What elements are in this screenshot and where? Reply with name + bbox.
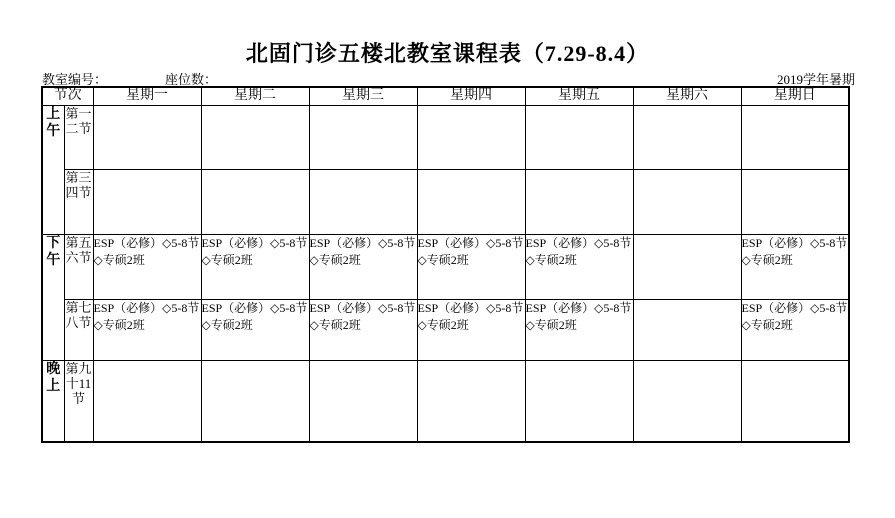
term-label: 2019学年暑期 xyxy=(776,72,855,87)
period-label: 第七八节 xyxy=(64,300,93,361)
table-row xyxy=(42,170,849,235)
schedule-cell xyxy=(93,106,201,170)
session-group-evening: 晚上 xyxy=(42,361,64,443)
schedule-cell xyxy=(309,106,417,170)
course-cell: ESP（必修）◇5-8节◇专硕2班 xyxy=(525,235,633,300)
schedule-table xyxy=(41,86,850,443)
day-header-sunday: 星期日 xyxy=(741,87,849,106)
schedule-cell xyxy=(201,106,309,170)
course-cell: ESP（必修）◇5-8节◇专硕2班 xyxy=(309,235,417,300)
period-label: 第五六节 xyxy=(64,235,93,300)
course-cell: ESP（必修）◇5-8节◇专硕2班 xyxy=(417,235,525,300)
course-cell: ESP（必修）◇5-8节◇专硕2班 xyxy=(525,300,633,361)
schedule-cell xyxy=(93,361,201,443)
day-header-wednesday: 星期三 xyxy=(309,87,417,106)
schedule-cell xyxy=(525,170,633,235)
schedule-cell xyxy=(417,106,525,170)
course-cell: ESP（必修）◇5-8节◇专硕2班 xyxy=(417,300,525,361)
day-header-saturday: 星期六 xyxy=(633,87,741,106)
room-number-label: 教室编号： xyxy=(42,72,108,87)
day-header-tuesday: 星期二 xyxy=(201,87,309,106)
session-group-afternoon: 下午 xyxy=(42,235,64,361)
course-cell: ESP（必修）◇5-8节◇专硕2班 xyxy=(741,235,849,300)
schedule-cell xyxy=(201,361,309,443)
table-row xyxy=(42,300,849,361)
schedule-cell xyxy=(417,361,525,443)
schedule-cell xyxy=(741,106,849,170)
schedule-cell xyxy=(741,361,849,443)
course-cell: ESP（必修）◇5-8节◇专硕2班 xyxy=(741,300,849,361)
schedule-cell xyxy=(633,235,741,300)
schedule-cell xyxy=(633,170,741,235)
schedule-cell xyxy=(633,361,741,443)
seat-count-label: 座位数： xyxy=(165,72,218,87)
schedule-cell xyxy=(201,170,309,235)
schedule-cell xyxy=(525,361,633,443)
meta-line xyxy=(0,69,895,86)
schedule-cell xyxy=(633,300,741,361)
period-label: 第一二节 xyxy=(64,106,93,170)
table-row xyxy=(42,235,849,300)
course-cell: ESP（必修）◇5-8节◇专硕2班 xyxy=(201,300,309,361)
course-cell: ESP（必修）◇5-8节◇专硕2班 xyxy=(201,235,309,300)
schedule-cell xyxy=(741,170,849,235)
schedule-cell xyxy=(633,106,741,170)
schedule-cell xyxy=(417,170,525,235)
table-row xyxy=(42,361,849,443)
course-cell: ESP（必修）◇5-8节◇专硕2班 xyxy=(93,235,201,300)
page-title: 北固门诊五楼北教室课程表（7.29-8.4） xyxy=(245,41,650,66)
schedule-cell xyxy=(309,361,417,443)
table-row xyxy=(42,106,849,170)
header-row xyxy=(42,87,849,106)
schedule-cell xyxy=(525,106,633,170)
course-cell: ESP（必修）◇5-8节◇专硕2班 xyxy=(309,300,417,361)
schedule-cell xyxy=(93,170,201,235)
day-header-thursday: 星期四 xyxy=(417,87,525,106)
day-header-friday: 星期五 xyxy=(525,87,633,106)
session-group-morning: 上午 xyxy=(42,106,64,235)
schedule-cell xyxy=(309,170,417,235)
corner-header: 节次 xyxy=(42,87,93,106)
period-label: 第九十11节 xyxy=(64,361,93,443)
day-header-monday: 星期一 xyxy=(93,87,201,106)
period-label: 第三四节 xyxy=(64,170,93,235)
course-cell: ESP（必修）◇5-8节◇专硕2班 xyxy=(93,300,201,361)
